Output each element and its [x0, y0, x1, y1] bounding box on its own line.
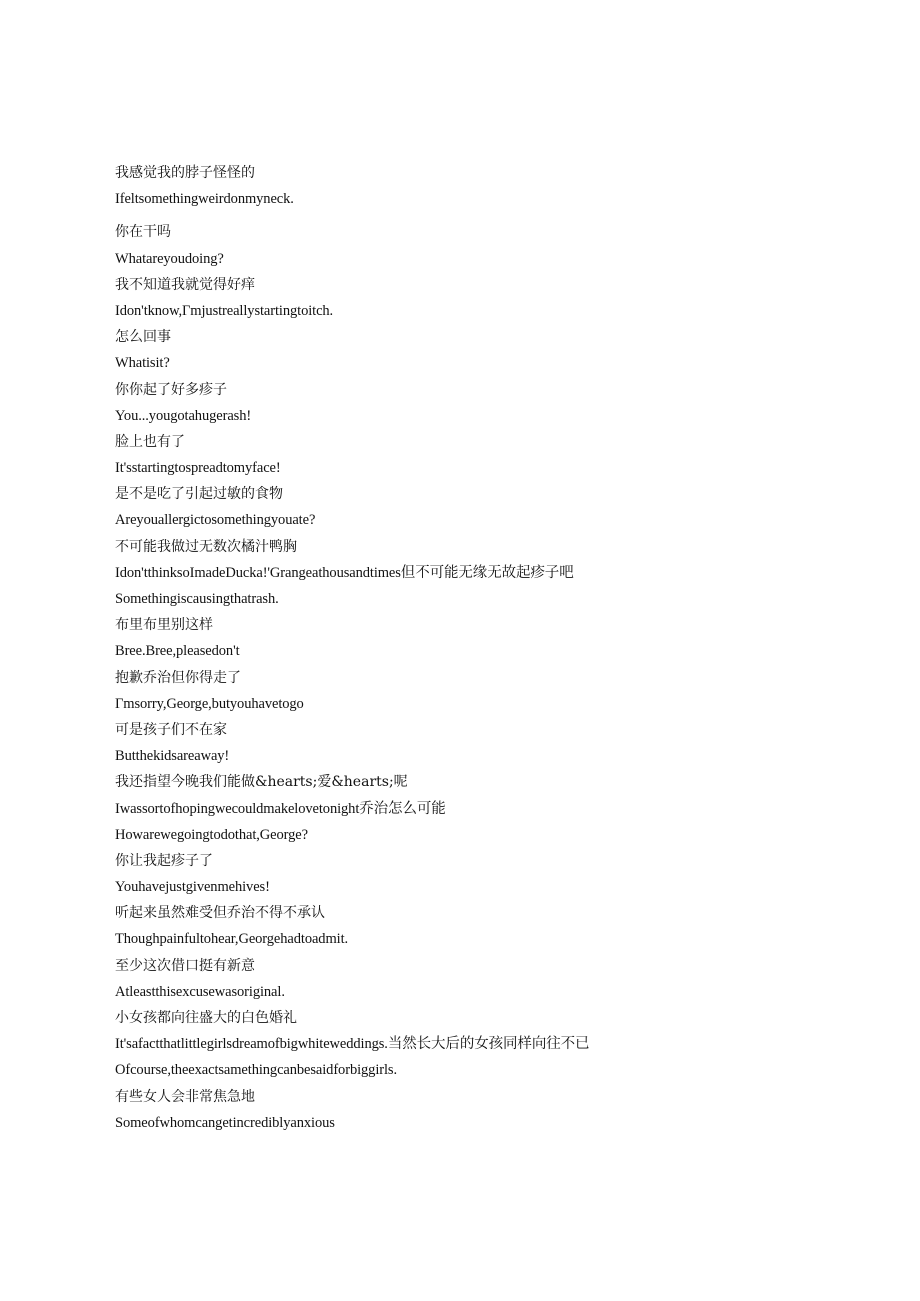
subtitle-line-zh: 怎么回事	[115, 329, 171, 346]
subtitle-line-en: Atleastthisexcusewasoriginal.	[115, 983, 285, 1000]
subtitle-line-zh: 有些女人会非常焦急地	[115, 1088, 255, 1105]
subtitle-line-zh: 脸上也有了	[115, 433, 185, 450]
subtitle-line-zh: 不可能我做过无数次橘汁鸭胸	[115, 538, 297, 555]
subtitle-line-en: Areyouallergictosomethingyouate?	[115, 512, 316, 529]
subtitle-line-en: Howarewegoingtodothat,George?	[115, 826, 308, 843]
subtitle-line-zh: 小女孩都向往盛大的白色婚礼	[115, 1010, 297, 1026]
subtitle-line-zh: 布里布里别这样	[115, 617, 213, 634]
subtitle-line-en: It'sstartingtospreadtomyface!	[115, 460, 281, 477]
subtitle-line-en: Butthekidsareaway!	[115, 748, 230, 765]
subtitle-line-en: Ifeltsomethingweirdonmyneck.	[115, 191, 294, 208]
subtitle-line-en: Iwassortofhopingwecouldmakelovetonight乔治怎么可能	[115, 800, 446, 817]
subtitle-line-en: Whatareyoudoing?	[115, 250, 224, 267]
subtitle-line-en: Somethingiscausingthatrash.	[115, 591, 279, 607]
subtitle-line-en: Whatisit?	[115, 355, 170, 372]
subtitle-line-en: Ofcourse,theexactsamethingcanbesaidforbiggirls.	[115, 1062, 397, 1079]
subtitle-line-en: Idon'tknow,Γmjustreallystartingtoitch.	[115, 302, 334, 319]
subtitle-line-zh: 我感觉我的脖子怪怪的	[115, 165, 255, 181]
subtitle-line-en: Thoughpainfultohear,Georgehadtoadmit.	[115, 931, 349, 948]
subtitle-line-zh: 可是孩子们不在家	[115, 721, 227, 738]
subtitle-line-zh: 抱歉乔治但你得走了	[115, 669, 241, 686]
subtitle-line-en: Youhavejustgivenmehives!	[115, 879, 270, 896]
subtitle-line-en: It'safactthatlittlegirlsdreamofbigwhiteweddings.当然长大后的女孩同样向往不已	[115, 1036, 590, 1053]
subtitle-line-zh: 你让我起疹子了	[115, 852, 213, 869]
subtitle-line-zh: 我还指望今晚我们能做&hearts;爱&hearts;呢	[115, 774, 408, 791]
subtitle-line-zh: 你在干吗	[115, 224, 171, 241]
subtitle-line-zh: 我不知道我就觉得好痒	[115, 276, 255, 293]
subtitle-line-zh: 是不是吃了引起过敏的食物	[115, 486, 283, 503]
subtitle-line-zh: 至少这次借口挺有新意	[115, 957, 255, 974]
subtitle-line-en: Someofwhomcangetincrediblyanxious	[115, 1114, 335, 1131]
subtitle-line-zh: 你你起了好多疹子	[115, 381, 227, 398]
subtitle-line-en: You...yougotahugerash!	[115, 407, 252, 424]
subtitle-line-en: Bree.Bree,pleasedon't	[115, 643, 240, 660]
subtitle-line-en: Idon'tthinksoImadeDucka!'Grangeathousandtimes但不可能无缘无故起疹子吧	[115, 564, 574, 581]
document-page	[115, 160, 895, 1136]
subtitle-line-zh: 听起来虽然难受但乔治不得不承认	[115, 905, 325, 922]
subtitle-line-en: Γmsorry,George,butyouhavetogo	[115, 695, 304, 712]
